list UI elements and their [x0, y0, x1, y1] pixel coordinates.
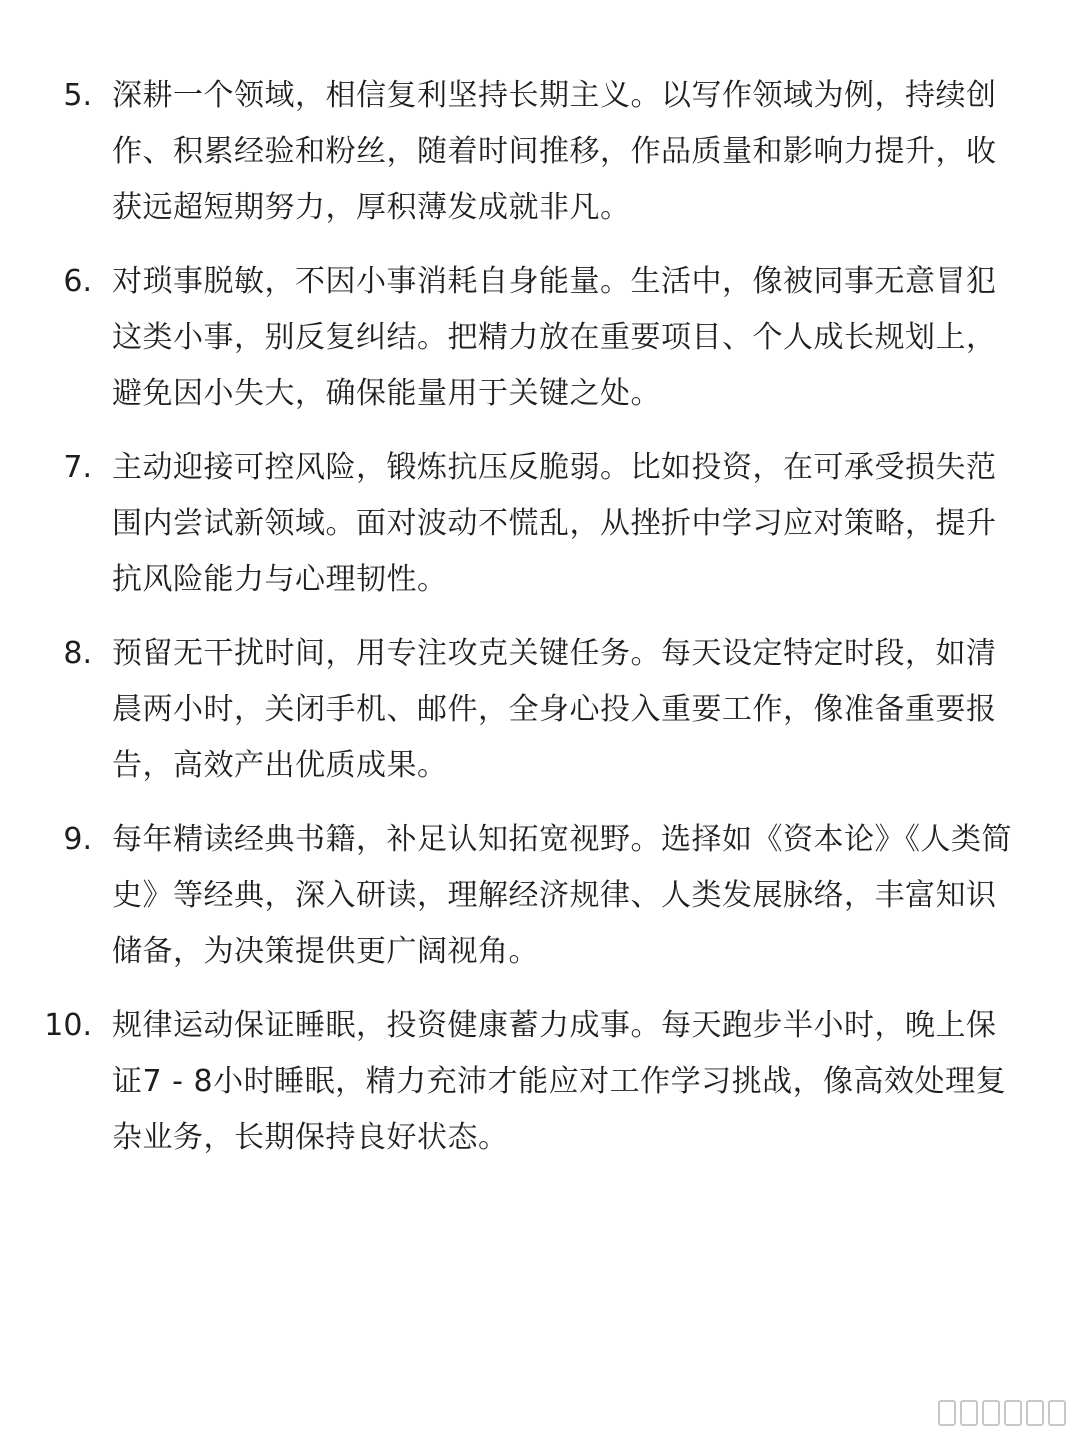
numbered-list — [0, 68, 1080, 1184]
list-item-6 — [0, 254, 1080, 422]
item-text: 深耕一个领域，相信复利坚持长期主义。以写作领域为例，持续创作、积累经验和粉丝，随着时间推移，作品质量和影响力提升，收获远超短期努力，厚积薄发成就非凡。 — [112, 78, 997, 225]
item-text: 规律运动保证睡眠，投资健康蓄力成事。每天跑步半小时，晚上保证7 - 8小时睡眠，精力充沛才能应对工作学习挑战，像高效处理复杂业务，长期保持良好状态。 — [112, 1008, 1007, 1155]
item-text: 主动迎接可控风险，锻炼抗压反脆弱。比如投资，在可承受损失范围内尝试新领域。面对波动不慌乱，从挫折中学习应对策略，提升抗风险能力与心理韧性。 — [112, 450, 997, 597]
list-item-10 — [0, 998, 1080, 1166]
watermark-icon — [938, 1400, 1066, 1426]
list-item-9 — [0, 812, 1080, 980]
item-number: 6. — [63, 264, 92, 299]
item-number: 7. — [63, 450, 92, 485]
list-item-8 — [0, 626, 1080, 794]
item-text: 预留无干扰时间，用专注攻克关键任务。每天设定特定时段，如清晨两小时，关闭手机、邮件，全身心投入重要工作，像准备重要报告，高效产出优质成果。 — [112, 636, 997, 783]
item-number: 8. — [63, 636, 92, 671]
list-item-7 — [0, 440, 1080, 608]
item-text: 每年精读经典书籍，补足认知拓宽视野。选择如《资本论》《人类简史》等经典，深入研读，理解经济规律、人类发展脉络，丰富知识储备，为决策提供更广阔视角。 — [112, 822, 1012, 969]
item-text: 对琐事脱敏，不因小事消耗自身能量。生活中，像被同事无意冒犯这类小事，别反复纠结。把精力放在重要项目、个人成长规划上，避免因小失大，确保能量用于关键之处。 — [112, 264, 997, 411]
item-number: 9. — [63, 822, 92, 857]
item-number: 10. — [44, 1008, 92, 1043]
item-number: 5. — [63, 78, 92, 113]
list-item-5 — [0, 68, 1080, 236]
